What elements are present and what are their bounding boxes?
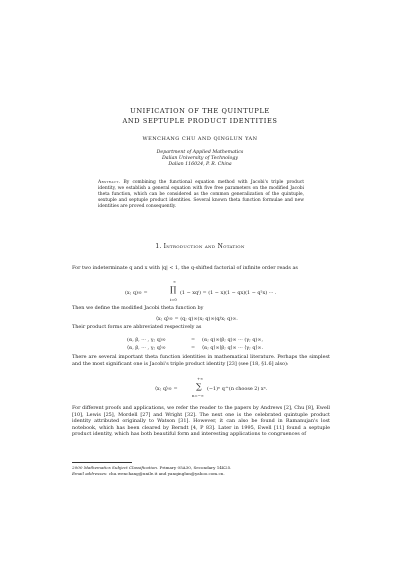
msc-label: 2000 Mathematics Subject Classification.	[72, 465, 159, 470]
equation-4-rhs: (−1)ⁿ q^(n choose 2) xⁿ.	[207, 386, 268, 392]
footnote-rule	[72, 462, 132, 463]
equation-3-row-1-lhs: (α, β, ··· , γ; q)∞	[127, 337, 166, 343]
footnote-line-2	[72, 471, 330, 476]
affiliation-line-2: Dalian University of Technology	[162, 156, 238, 161]
paragraph-1: For two indeterminate q and x with |q| < 1, the q-shifted factorial of infinite order reads as	[72, 265, 298, 271]
section-heading	[0, 243, 400, 250]
equation-1-product-upper: ∞	[173, 279, 177, 284]
email-label: Email addresses:	[72, 471, 108, 476]
equation-3-row-2-equals: =	[191, 345, 196, 351]
section-title: Introduction and Notation	[163, 243, 245, 250]
equation-3-row-1-equals: =	[191, 337, 196, 343]
equation-1-rhs: (1 − xqⁱ) = (1 − x)(1 − qx)(1 − q²x) ··· .	[180, 290, 277, 296]
section-number: 1.	[155, 243, 162, 250]
email-addresses: chu.wenchang@unile.it and yanqinglun@yahoo.com.cn.	[108, 471, 225, 476]
affiliation-line-1: Department of Applied Mathematics	[156, 150, 244, 155]
equation-3-row-2-rhs: ⟨α; q⟩∞⟨β; q⟩∞ ··· ⟨γ; q⟩∞.	[202, 345, 264, 351]
equation-3-row-2-lhs: ⟨α, β, ··· , γ; q⟩∞	[127, 345, 166, 351]
abstract-label: Abstract.	[98, 180, 121, 185]
paragraph-4: There are several important theta function identities in mathematical literature. Perhaps the simplest and the most significant one is Jacobi's triple product identity [23] (see [18, §1.6] also):	[72, 354, 330, 367]
paper-title-line-2: AND SEPTUPLE PRODUCT IDENTITIES	[122, 117, 278, 125]
equation-4-sum-upper: +∞	[197, 376, 204, 381]
equation-4-lhs: ⟨x; q⟩∞ =	[155, 386, 178, 392]
affiliation-line-3: Dalian 116024, P. R. China	[168, 162, 232, 167]
abstract-text: By combining the functional equation method with Jacobi's triple product identity, we establish a general equation with five free parameters on the modified Jacobi theta function, which can be considered as the common generalization of the quintuple, sextuple and septuple product identities. Several known theta function formulae and new identities are proved consequently.	[98, 180, 304, 210]
paragraph-2: Then we define the modified Jacobi theta function by	[72, 305, 204, 311]
equation-1-lhs: (x; q)∞ =	[125, 290, 148, 296]
paragraph-5: For different proofs and applications, we refer the reader to the papers by Andrews [2], Chu [8], Ewell [10], Lewis [25], Mordell [27] and Wright [32]. The next one is the celebrated quintuple product identity attributed originally to Watson [31]. However, it can also be found in Ramanujan's lost notebook, which has been cleared by Berndt [4, P 83]. Later in 1995, Ewell [11] found a septuple product identity, which has both beautiful form and interesting applications to congruences of	[72, 405, 330, 438]
msc-codes: Primary 05A30, Secondary 14K25.	[159, 465, 232, 470]
authors: WENCHANG CHU AND QINGLUN YAN	[142, 136, 258, 142]
paragraph-3: Their product forms are abbreviated respectively as	[72, 324, 202, 330]
equation-4-sum-symbol: ∑	[196, 382, 202, 391]
abstract	[98, 180, 304, 210]
equation-1-product-symbol: ∏	[170, 285, 177, 294]
equation-1-product-lower: i=0	[170, 297, 177, 302]
equation-2: ⟨x; q⟩∞ = (q; q)∞(x; q)∞(q/x; q)∞.	[156, 316, 238, 322]
paper-title-line-1: UNIFICATION OF THE QUINTUPLE	[130, 107, 270, 115]
equation-3-row-1-rhs: (α; q)∞(β; q)∞ ··· (γ; q)∞,	[202, 337, 264, 343]
footnote-line-1	[72, 465, 330, 470]
equation-4-sum-lower: n=−∞	[192, 393, 204, 398]
